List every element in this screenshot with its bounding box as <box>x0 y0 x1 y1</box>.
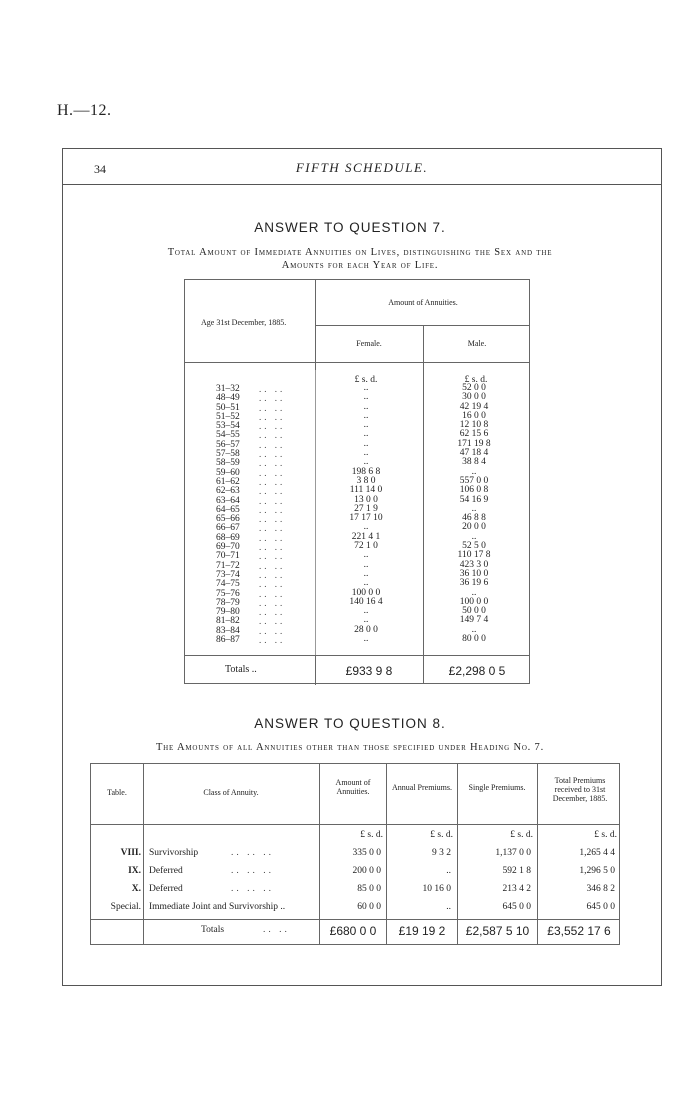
t1-female-cell: .. <box>363 448 369 459</box>
t2-col-class: Class of Annuity. <box>203 788 259 797</box>
t1-male-cell: 20 0 0 <box>462 522 486 533</box>
t2-unit-row <box>91 830 621 848</box>
t1-dots-cell: .. .. <box>259 476 286 487</box>
t1-female-cell: 3 8 0 <box>356 475 376 486</box>
q7-table <box>184 279 530 684</box>
t1-male-values <box>441 384 507 644</box>
q8-table <box>90 763 620 945</box>
t2-cell-amount: 335 0 0 <box>352 848 381 858</box>
t1-female-cell: 111 14 0 <box>349 485 383 496</box>
t2-col-total: Total Premiums received to 31st December, 1885. <box>552 776 608 803</box>
t1-dots-cell: .. .. <box>259 430 286 441</box>
t2-cell-total: 346 8 2 <box>586 884 615 894</box>
t2-cell-table: VIII. <box>120 848 141 858</box>
t1-age-cell: 83–84 <box>216 625 240 636</box>
t1-unit-female: £ s. d. <box>354 375 378 385</box>
t1-dots-cell: .. .. <box>259 523 286 534</box>
t1-male-cell: 423 3 0 <box>459 559 489 570</box>
t1-female-cell: .. <box>363 550 369 561</box>
t2-col-annual: Annual Premiums. <box>392 783 452 792</box>
t1-age-cell: 78–79 <box>216 597 240 608</box>
t1-age-cell: 74–75 <box>216 579 240 590</box>
q7-caption-line1: Total Amount of Immediate Annuities on Lives, distinguishing the Sex and the <box>167 247 553 258</box>
t1-female-cell: 13 0 0 <box>354 494 378 505</box>
t2-cell-class: Deferred <box>149 866 183 876</box>
t1-rule-header <box>185 362 529 363</box>
t1-dots-cell: .. .. <box>259 597 286 608</box>
t1-age-cell: 50–51 <box>216 402 240 413</box>
t1-age-cell: 86–87 <box>216 635 240 646</box>
t1-age-cell: 81–82 <box>216 616 240 627</box>
t1-female-cell: 28 0 0 <box>354 624 378 635</box>
t1-dots-cell: .. .. <box>259 625 286 636</box>
t2-cell-table: IX. <box>128 866 141 876</box>
t2-cell-table: Special. <box>110 902 141 912</box>
t1-female-cell: .. <box>363 615 369 626</box>
t2-leader-dots: .. .. .. <box>231 866 274 876</box>
t1-dots-cell: .. .. <box>259 542 286 553</box>
t1-female-cell: 140 16 4 <box>349 596 383 607</box>
t1-total-female: £933 9 8 <box>345 664 393 678</box>
t1-rule-amount <box>315 325 529 326</box>
frame-top-rule <box>63 148 661 149</box>
t1-age-cell: 56–57 <box>216 439 240 450</box>
t1-dots-cell: .. .. <box>259 402 286 413</box>
t2-table-row <box>91 902 621 920</box>
t1-dots-cell: .. .. <box>259 532 286 543</box>
t2-cell-single: 213 4 2 <box>502 884 531 894</box>
t2-col-table: Table. <box>107 788 127 797</box>
t1-female-cell: 27 1 9 <box>354 503 378 514</box>
t1-female-cell: .. <box>363 383 369 393</box>
t2-table-row <box>91 848 621 866</box>
t1-age-cell: 31–32 <box>216 384 240 394</box>
t2-total-single: £2,587 5 10 <box>465 924 530 938</box>
t1-age-cell: 51–52 <box>216 411 240 422</box>
t2-cell-annual: .. <box>446 866 451 876</box>
t1-female-cell: .. <box>363 457 369 468</box>
t1-age-cell: 75–76 <box>216 588 240 599</box>
t1-divider-sex <box>423 325 424 683</box>
t1-female-cell: .. <box>363 429 369 440</box>
t1-male-cell: 42 19 4 <box>459 401 489 412</box>
t1-totals-label: Totals .. <box>225 664 257 675</box>
t1-age-cell: 48–49 <box>216 393 240 404</box>
t1-female-cell: .. <box>363 522 369 533</box>
t1-age-cell: 69–70 <box>216 542 240 553</box>
t1-male-cell: .. <box>471 587 477 598</box>
t1-dots-cell: .. .. <box>259 439 286 450</box>
t1-male-cell: 171 19 8 <box>457 438 491 449</box>
t1-dots-cell: .. .. <box>259 514 286 525</box>
q8-caption: The Amounts of all Annuities other than those specified under Heading No. 7. <box>155 742 545 753</box>
t2-cell-class: Deferred <box>149 884 183 894</box>
page-number: 34 <box>94 162 106 176</box>
t1-divider-age-body <box>315 370 316 655</box>
t1-female-cell: .. <box>363 568 369 579</box>
t1-age-cell: 79–80 <box>216 607 240 618</box>
t1-dots-cell: .. .. <box>259 458 286 469</box>
t2-totals-label: Totals <box>201 925 225 935</box>
t1-col-amount: Amount of Annuities. <box>388 298 458 307</box>
t1-male-cell: 106 0 8 <box>459 485 489 496</box>
t2-leader-dots: .. .. .. <box>231 884 274 894</box>
t1-male-cell: 110 17 8 <box>457 550 491 561</box>
t1-male-cell: .. <box>471 624 477 635</box>
t1-age-cell: 59–60 <box>216 467 240 478</box>
t1-dots-cell: .. .. <box>259 384 286 394</box>
t2-unit-total: £ s. d. <box>594 830 617 840</box>
t1-female-cell: .. <box>363 606 369 617</box>
t1-dots-cell: .. .. <box>259 393 286 404</box>
t1-female-cell: .. <box>363 420 369 431</box>
t1-male-cell: .. <box>471 503 477 514</box>
t1-age-cell: 54–55 <box>216 430 240 441</box>
t2-unit-single: £ s. d. <box>510 830 533 840</box>
t1-male-cell: 47 18 4 <box>459 448 489 459</box>
t1-male-cell: 30 0 0 <box>462 392 486 403</box>
t1-dots-cell: .. .. <box>259 467 286 478</box>
t2-cell-amount: 200 0 0 <box>352 866 381 876</box>
t1-unit-male: £ s. d. <box>464 375 488 385</box>
t1-age-cell: 53–54 <box>216 421 240 432</box>
t1-dots-cell: .. .. <box>259 560 286 571</box>
t1-col-age: Age 31st December, 1885. <box>201 318 287 327</box>
t1-male-cell: 100 0 0 <box>459 596 489 607</box>
t1-male-cell: 38 8 4 <box>462 457 486 468</box>
t1-male-cell: 52 5 0 <box>462 541 486 552</box>
t1-dots-cell: .. .. <box>259 449 286 460</box>
t1-male-cell: 36 10 0 <box>459 568 489 579</box>
t1-female-cell: .. <box>363 401 369 412</box>
t1-dots-cell: .. .. <box>259 569 286 580</box>
t2-cell-table: X. <box>131 884 141 894</box>
t1-female-cell: .. <box>363 392 369 403</box>
t2-cell-single: 1,137 0 0 <box>495 848 531 858</box>
t2-unit-amount: £ s. d. <box>360 830 383 840</box>
t1-female-cell: .. <box>363 634 369 645</box>
t1-dots-cell: .. .. <box>259 588 286 599</box>
t2-cell-total: 1,296 5 0 <box>579 866 615 876</box>
t1-dots-cell: .. .. <box>259 551 286 562</box>
t1-female-cell: .. <box>363 410 369 421</box>
t1-dots-cell: .. .. <box>259 495 286 506</box>
t1-male-cell: 36 19 6 <box>459 578 489 589</box>
t2-leader-dots: .. .. .. <box>231 848 274 858</box>
t1-dots-cell: .. .. <box>259 579 286 590</box>
t2-cell-total: 645 0 0 <box>586 902 615 912</box>
t2-cell-annual: 10 16 0 <box>422 884 451 894</box>
t2-cell-amount: 60 0 0 <box>357 902 381 912</box>
t1-total-male: £2,298 0 5 <box>448 664 506 678</box>
t2-cell-single: 592 1 8 <box>502 866 531 876</box>
q8-heading: ANSWER TO QUESTION 8. <box>254 716 446 731</box>
t1-age-cell: 66–67 <box>216 523 240 534</box>
t1-female-cell: 72 1 0 <box>354 541 378 552</box>
t1-male-cell: .. <box>471 466 477 477</box>
t1-dots-cell: .. .. <box>259 504 286 515</box>
t1-age-cell: 70–71 <box>216 551 240 562</box>
frame-bottom-rule <box>63 985 661 986</box>
t1-male-cell: 12 10 8 <box>459 420 489 431</box>
t1-male-cell: 54 16 9 <box>459 494 489 505</box>
t1-rule-totals <box>185 655 529 656</box>
t1-female-cell: .. <box>363 578 369 589</box>
t2-total-total: £3,552 17 6 <box>547 924 611 938</box>
t2-totals-dots: .. .. <box>263 925 290 935</box>
t1-age-cell: 57–58 <box>216 449 240 460</box>
t1-male-cell: .. <box>471 531 477 542</box>
t2-unit-annual: £ s. d. <box>430 830 453 840</box>
t1-age-cell: 68–69 <box>216 532 240 543</box>
t1-col-female: Female. <box>356 339 382 348</box>
t1-age-cell: 65–66 <box>216 514 240 525</box>
t2-cell-class: Survivorship <box>149 848 199 858</box>
t1-female-cell: .. <box>363 559 369 570</box>
t1-dots-cell: .. .. <box>259 635 286 646</box>
t1-dots-cell: .. .. <box>259 411 286 422</box>
t1-dots-cell: .. .. <box>259 421 286 432</box>
t1-age-cell: 61–62 <box>216 476 240 487</box>
t1-dots-cell: .. .. <box>259 616 286 627</box>
t2-cell-single: 645 0 0 <box>502 902 531 912</box>
t2-table-row <box>91 866 621 884</box>
q7-caption-line2: Amounts for each Year of Life. <box>281 260 439 271</box>
t1-female-values <box>333 384 399 644</box>
t1-male-cell: 50 0 0 <box>462 606 486 617</box>
t2-col-amount: Amount of Annuities. <box>335 778 371 796</box>
t1-male-cell: 52 0 0 <box>462 383 486 393</box>
t1-age-cell: 58–59 <box>216 458 240 469</box>
t1-female-cell: 221 4 1 <box>351 531 381 542</box>
t1-age-cell: 63–64 <box>216 495 240 506</box>
t1-male-cell: 557 0 0 <box>459 475 489 486</box>
t2-totals-row <box>91 924 621 942</box>
t1-col-male: Male. <box>467 339 487 348</box>
q7-caption <box>100 246 620 272</box>
t1-male-cell: 62 15 6 <box>459 429 489 440</box>
t1-male-cell: 16 0 0 <box>462 410 486 421</box>
t1-dots-cell: .. .. <box>259 607 286 618</box>
t1-age-list <box>216 385 240 645</box>
t2-total-annual: £19 19 2 <box>398 924 446 938</box>
t1-leader-dots <box>259 385 285 645</box>
frame-header-rule <box>63 184 661 185</box>
t2-total-amount: £680 0 0 <box>329 924 377 938</box>
t2-cell-amount: 85 0 0 <box>357 884 381 894</box>
t2-table-row <box>91 884 621 902</box>
t1-male-cell: 46 8 8 <box>462 513 486 524</box>
t1-age-cell: 62–63 <box>216 486 240 497</box>
t1-age-cell: 64–65 <box>216 504 240 515</box>
t2-col-single: Single Premiums. <box>468 783 526 792</box>
t2-cell-annual: .. <box>446 902 451 912</box>
t1-age-cell: 73–74 <box>216 569 240 580</box>
t1-dots-cell: .. .. <box>259 486 286 497</box>
q7-heading: ANSWER TO QUESTION 7. <box>254 220 446 235</box>
t1-female-cell: 17 17 10 <box>349 513 383 524</box>
t1-age-cell: 71–72 <box>216 560 240 571</box>
document-reference: H.—12. <box>57 102 112 119</box>
t2-cell-annual: 9 3 2 <box>432 848 451 858</box>
t1-female-cell: .. <box>363 438 369 449</box>
t2-cell-total: 1,265 4 4 <box>579 848 615 858</box>
schedule-title: FIFTH SCHEDULE. <box>295 160 429 175</box>
t1-female-cell: 100 0 0 <box>351 587 381 598</box>
t1-female-cell: 198 6 8 <box>351 466 381 477</box>
t2-cell-class: Immediate Joint and Survivorship .. <box>149 902 286 912</box>
t1-male-cell: 149 7 4 <box>459 615 489 626</box>
t2-rule-header <box>91 824 619 825</box>
t1-male-cell: 80 0 0 <box>462 634 486 645</box>
